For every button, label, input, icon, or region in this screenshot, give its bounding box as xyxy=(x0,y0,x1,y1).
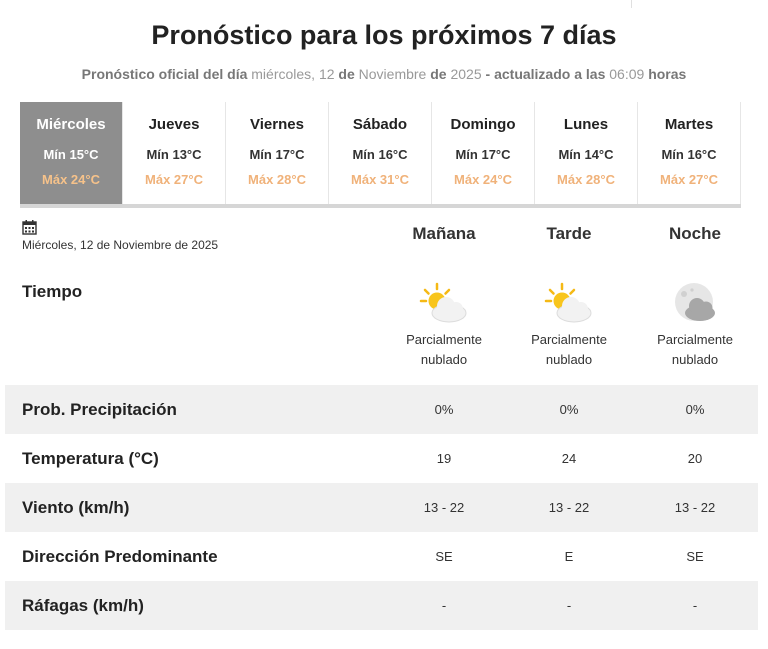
day-tab-miercoles[interactable] xyxy=(20,102,123,204)
day-name: Viernes xyxy=(250,116,304,133)
day-max-temp: Máx 31°C xyxy=(351,172,409,187)
day-name: Lunes xyxy=(563,116,609,133)
day-max-temp: Máx 28°C xyxy=(557,172,615,187)
weather-noche xyxy=(635,282,755,370)
tiempo-label: Tiempo xyxy=(22,282,83,301)
day-tabs xyxy=(20,102,741,208)
row-value: 24 xyxy=(561,451,577,466)
subtitle-part: - actualizado a las xyxy=(485,66,606,82)
day-min-temp: Mín 16°C xyxy=(352,147,408,162)
selected-date: Miércoles, 12 de Noviembre de 2025 xyxy=(22,238,219,252)
weather-desc: nublado xyxy=(671,352,719,367)
day-tab-martes[interactable] xyxy=(638,102,741,204)
row-value: E xyxy=(564,549,574,564)
sun-cloud-icon xyxy=(544,282,594,324)
row-label: Temperatura (°C) xyxy=(22,448,159,468)
subtitle-part: horas xyxy=(648,66,687,82)
table-row xyxy=(5,385,758,434)
day-max-temp: Máx 27°C xyxy=(660,172,718,187)
day-name: Sábado xyxy=(352,116,408,133)
weather-desc: Parcialmente xyxy=(406,332,482,347)
period-manana: Mañana xyxy=(412,224,476,243)
row-value: 13 - 22 xyxy=(423,500,465,515)
sun-cloud-icon xyxy=(419,282,469,324)
row-value: SE xyxy=(435,549,453,564)
weather-manana xyxy=(384,282,504,370)
weather-desc: nublado xyxy=(420,352,468,367)
subtitle-part: 06:09 xyxy=(609,66,645,82)
subtitle-part: de xyxy=(338,66,355,82)
row-value: SE xyxy=(686,549,704,564)
weather-desc: Parcialmente xyxy=(657,332,733,347)
day-max-temp: Máx 24°C xyxy=(454,172,512,187)
row-value: 20 xyxy=(687,451,703,466)
subtitle-part: Pronóstico oficial del día xyxy=(81,66,248,82)
day-name: Martes xyxy=(664,116,714,133)
day-min-temp: Mín 15°C xyxy=(43,147,99,162)
day-min-temp: Mín 16°C xyxy=(661,147,717,162)
row-value: 0% xyxy=(685,402,705,417)
day-min-temp: Mín 13°C xyxy=(146,147,202,162)
day-tab-viernes[interactable] xyxy=(226,102,329,204)
row-value: 0% xyxy=(434,402,454,417)
row-value: 13 - 22 xyxy=(674,500,716,515)
row-value: - xyxy=(566,598,572,613)
calendar-icon xyxy=(22,220,37,235)
weather-desc: Parcialmente xyxy=(531,332,607,347)
row-label: Viento (km/h) xyxy=(22,497,130,517)
table-row xyxy=(5,434,758,483)
row-value: - xyxy=(692,598,698,613)
subtitle-part: 2025 xyxy=(450,66,482,82)
weather-desc: nublado xyxy=(545,352,593,367)
row-value: 19 xyxy=(436,451,452,466)
top-divider xyxy=(631,0,632,8)
subtitle-part: de xyxy=(430,66,447,82)
day-min-temp: Mín 14°C xyxy=(558,147,614,162)
day-tab-lunes[interactable] xyxy=(535,102,638,204)
row-value: - xyxy=(441,598,447,613)
day-min-temp: Mín 17°C xyxy=(249,147,305,162)
row-label: Ráfagas (km/h) xyxy=(22,595,144,615)
table-row xyxy=(5,532,758,581)
page-title: Pronóstico para los próximos 7 días xyxy=(151,20,617,50)
day-max-temp: Máx 27°C xyxy=(145,172,203,187)
row-value: 13 - 22 xyxy=(548,500,590,515)
day-name: Domingo xyxy=(450,116,516,133)
subtitle-part: miércoles, 12 xyxy=(251,66,335,82)
subtitle-part: Noviembre xyxy=(358,66,427,82)
row-label: Dirección Predominante xyxy=(22,546,218,566)
day-max-temp: Máx 24°C xyxy=(42,172,100,187)
table-row xyxy=(5,581,758,630)
day-tab-jueves[interactable] xyxy=(123,102,226,204)
day-min-temp: Mín 17°C xyxy=(455,147,511,162)
moon-cloud-icon xyxy=(670,282,720,324)
day-name: Jueves xyxy=(148,116,200,133)
day-name: Miércoles xyxy=(36,116,106,133)
day-max-temp: Máx 28°C xyxy=(248,172,306,187)
forecast-subtitle xyxy=(0,66,768,82)
day-tab-domingo[interactable] xyxy=(432,102,535,204)
weather-tarde xyxy=(509,282,629,370)
day-tab-sabado[interactable] xyxy=(329,102,432,204)
period-tarde: Tarde xyxy=(546,224,592,243)
forecast-table xyxy=(5,385,758,630)
row-value: 0% xyxy=(559,402,579,417)
table-row xyxy=(5,483,758,532)
period-noche: Noche xyxy=(669,224,721,243)
row-label: Prob. Precipitación xyxy=(22,399,177,419)
